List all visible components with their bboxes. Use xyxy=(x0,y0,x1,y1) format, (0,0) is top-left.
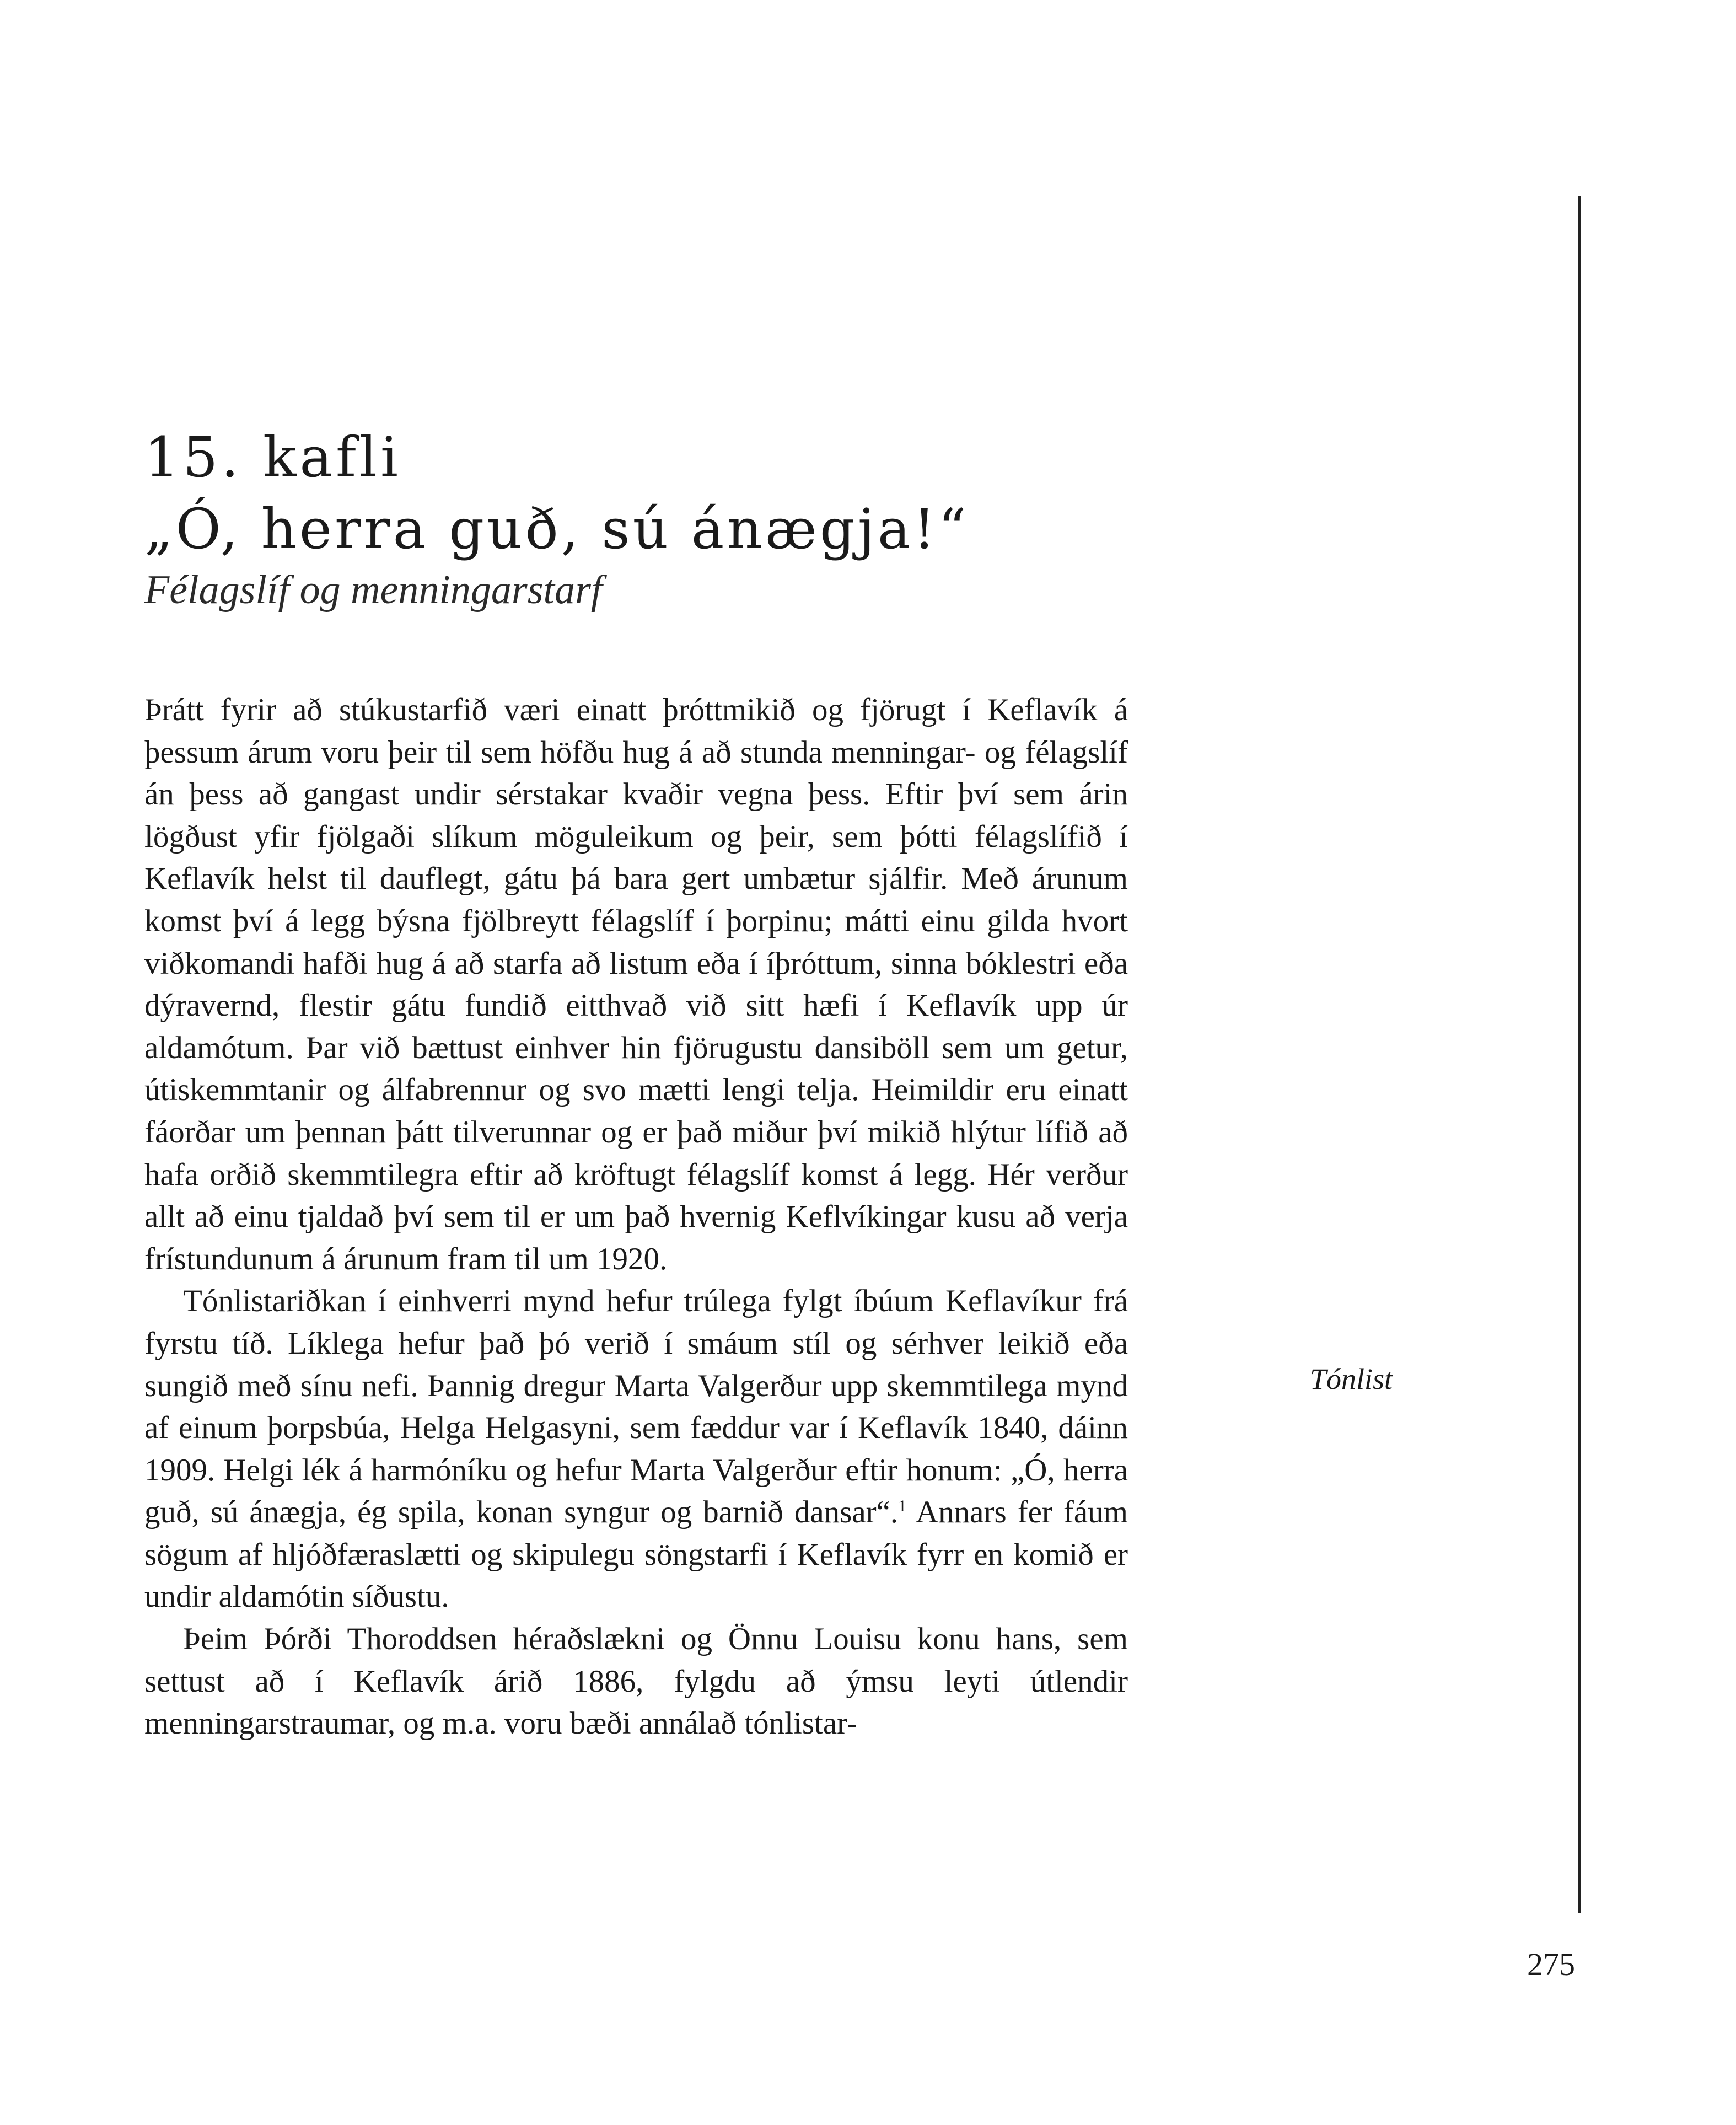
margin-note: Tónlist xyxy=(1310,1362,1393,1396)
paragraph-1: Þrátt fyrir að stúkustarfið væri einatt þróttmikið og fjörugt í Keflavík á þessum árum voru þeir til sem höfðu hug á að stunda menningar- og félagslíf án þess að gangast undir sérstakar kvaðir vegna þess. Eftir því sem árin lögðust yfir fjölgaði slíkum möguleikum og þeir, sem þótti félagslífið í Keflavík helst til dauflegt, gátu þá bara gert umbætur sjálfir. Með árunum komst því á legg býsna fjölbreytt félagslíf í þorpinu; mátti einu gilda hvort viðkomandi hafði hug á að starfa að listum eða í íþróttum, sinna bóklestri eða dýravernd, flestir gátu fundið eitthvað við sitt hæfi í Keflavík upp úr aldamótum. Þar við bættust einhver hin fjörugustu dansiböll sem um getur, útiskemmtanir og álfabrennur og svo mætti lengi telja. Heimildir eru einatt fáorðar um þennan þátt tilverunnar og er það miður því mikið hlýtur lífið að hafa orðið skemmtilegra eftir að kröftugt félagslíf komst á legg. Hér verður allt að einu tjaldað því sem til er um það hvernig Keflvíkingar kusu að verja frístundunum á árunum fram til um 1920. xyxy=(144,693,1128,1276)
chapter-number: 15. kafli xyxy=(144,425,402,490)
page-number: 275 xyxy=(1527,1946,1575,1982)
paragraph-2 xyxy=(144,1280,1128,1618)
footnote-marker[interactable]: 1 xyxy=(898,1497,907,1516)
body-text xyxy=(144,689,1128,1745)
chapter-title: „Ó, herra guð, sú ánægja!“ xyxy=(144,497,969,561)
paragraph-2-text: Tónlistariðkan í einhverri mynd hefur trúlega fylgt íbúum Keflavíkur frá fyrstu tíð. Líklega hefur það þó verið í smáum stíl og sérhver leikið eða sungið með sínu nefi. Þannig dregur Marta Valgerður upp skemmtilega mynd af einum þorpsbúa, Helga Helgasyni, sem fæddur var í Keflavík 1840, dáinn 1909. Helgi lék á harmóníku og hefur Marta Valgerður eftir honum: „Ó, herra guð, sú ánægja, ég spila, konan syngur og barnið dansar“. xyxy=(144,1284,1128,1530)
margin-rule xyxy=(1578,196,1581,1913)
paragraph-3: Þeim Þórði Thoroddsen héraðslækni og Önnu Louisu konu hans, sem settust að í Keflavík árið 1886, fylgdu að ýmsu leyti útlendir menningarstraumar, og m.a. voru bæði annálað tónlistar- xyxy=(144,1622,1128,1741)
paragraph-2-continuation: Annars fer fáum sögum af hljóðfæraslætti og skipulegu söngstarfi í Keflavík fyrr en komið er undir aldamótin síðustu. xyxy=(144,1495,1128,1614)
chapter-heading xyxy=(144,422,1192,615)
chapter-subtitle: Félagslíf og menningarstarf xyxy=(144,567,603,613)
